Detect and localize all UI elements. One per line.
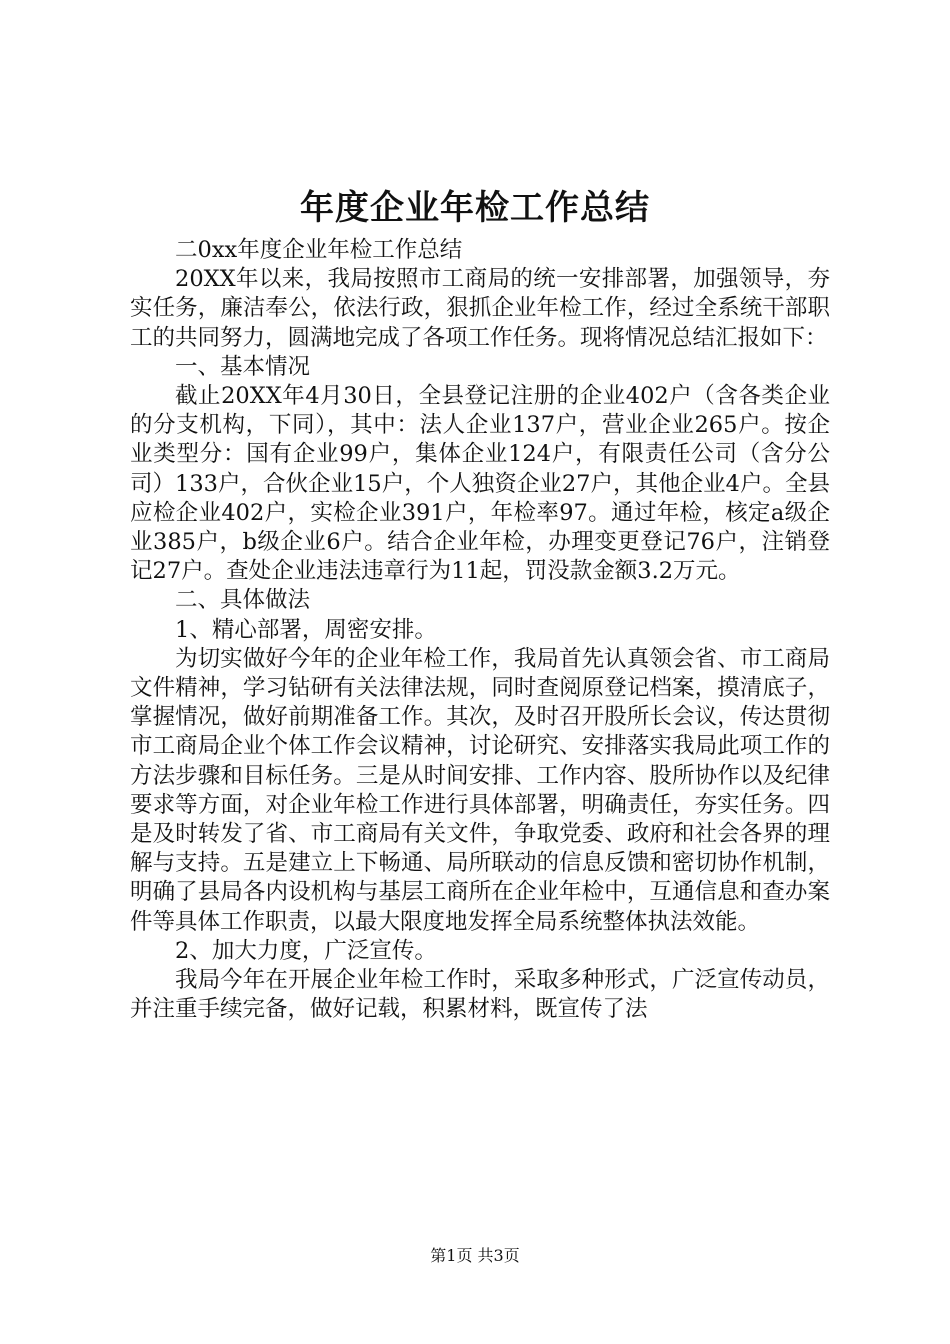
subtitle-paragraph: 二0xx年度企业年检工作总结 [175, 237, 463, 263]
section-heading-methods: 二、具体做法 [175, 587, 311, 614]
intro-paragraph: 20XX年以来，我局按照市工商局的统一安排部署，加强领导，夯实任务，廉洁奉公，依法行政，狠抓企业年检工作，经过全系统干部职工的共同努力，圆满地完成了各项工作任务。现将情况总结汇报如下： [130, 266, 830, 351]
methods-paragraph-1: 为切实做好今年的企业年检工作，我局首先认真领会省、市工商局文件精神，学习钻研有关法律法规，同时查阅原登记档案，摸清底子，掌握情况，做好前期准备工作。其次，及时召开股所长会议，传达贯彻市工商局企业个体工作会议精神，讨论研究、安排落实我局此项工作的方法步骤和目标任务。三是从时间安排、工作内容、股所协作以及纪律要求等方面，对企业年检工作进行具体部署，明确责任，夯实任务。四是及时转发了省、市工商局有关文件，争取党委、政府和社会各界的理解与支持。五是建立上下畅通、局所联动的信息反馈和密切协作机制，明确了县局各内设机构与基层工商所在企业年检中，互通信息和查办案件等具体工作职责，以最大限度地发挥全局系统整体执法效能。 [130, 645, 830, 935]
page-footer: 第1页 共3页 [430, 1246, 520, 1265]
subheading-1: 1、精心部署，周密安排。 [175, 616, 437, 643]
document-body [130, 236, 830, 1024]
basic-situation-paragraph: 截止20XX年4月30日，全县登记注册的企业402户（含各类企业的分支机构，下同），其中：法人企业137户，营业企业265户。按企业类型分：国有企业99户，集体企业124户，有限责任公司（含分公司）133户，合伙企业15户，个人独资企业27户，其他企业4户。全县应检企业402户，实检企业391户，年检率97。通过年检，核定a级企业385户，b级企业6户。结合企业年检，办理变更登记76户，注销登记27户。查处企业违法违章行为11起，罚没款金额3.2万元。 [130, 383, 830, 585]
section-heading-basic: 一、基本情况 [175, 353, 311, 380]
methods-paragraph-2: 我局今年在开展企业年检工作时，采取多种形式，广泛宣传动员，并注重手续完备，做好记载，积累材料，既宣传了法 [130, 967, 830, 1023]
document-title: 年度企业年检工作总结 [300, 188, 650, 228]
subheading-2: 2、加大力度，广泛宣传。 [175, 937, 437, 964]
